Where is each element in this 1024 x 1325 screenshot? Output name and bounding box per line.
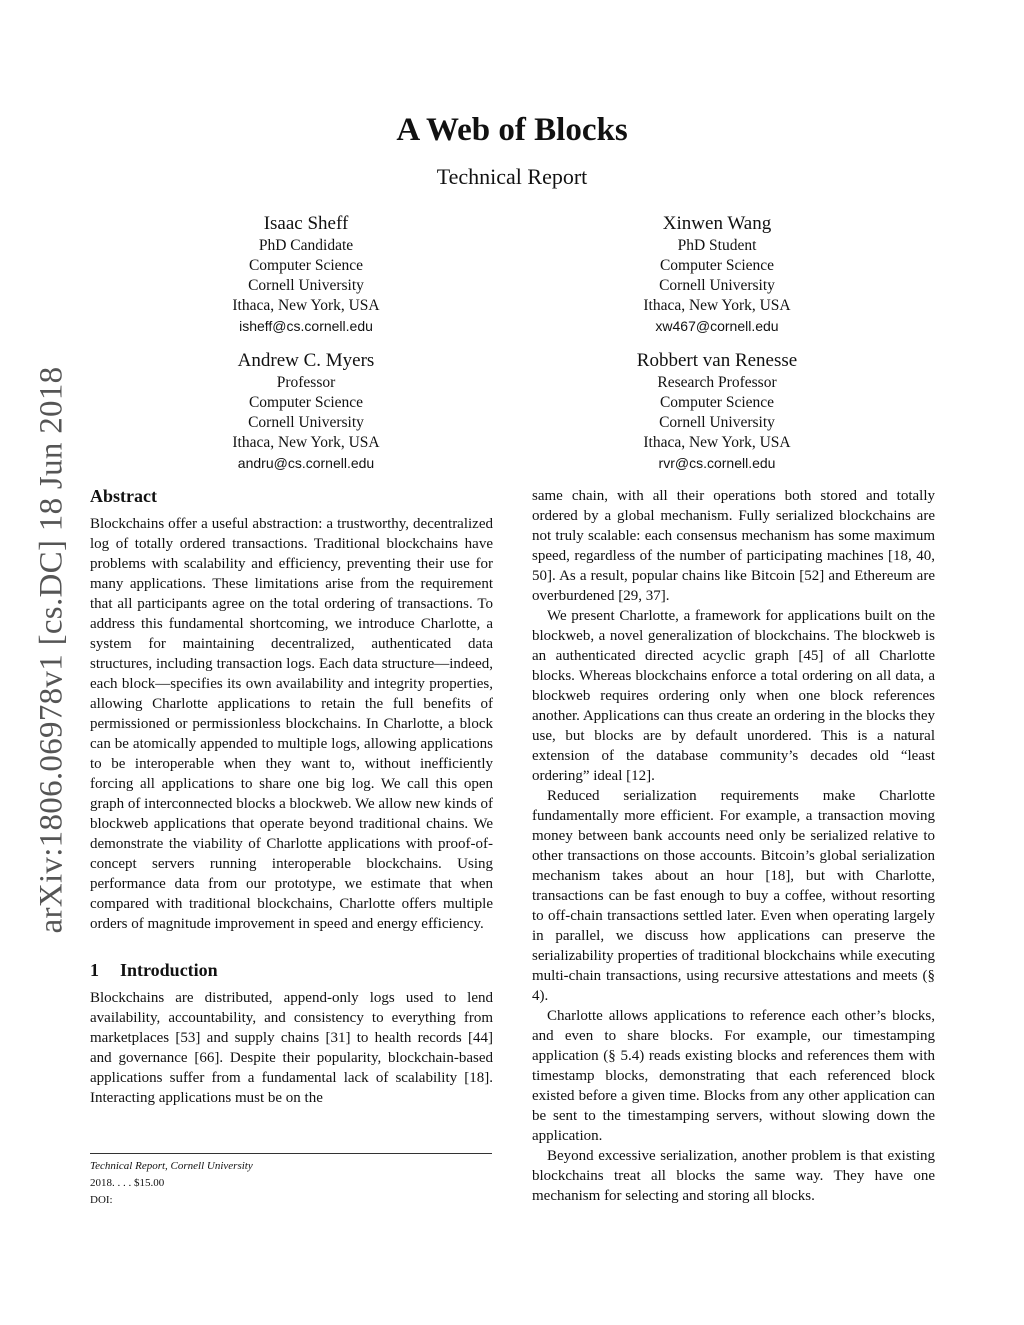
author-role: Research Professor bbox=[657, 374, 777, 391]
section-heading bbox=[90, 958, 493, 982]
author-role: PhD Candidate bbox=[258, 237, 354, 254]
author-email[interactable]: isheff@cs.cornell.edu bbox=[239, 318, 373, 334]
author-name: Andrew C. Myers bbox=[237, 350, 375, 371]
author-dept: Computer Science bbox=[248, 394, 364, 411]
author-email[interactable]: andru@cs.cornell.edu bbox=[237, 455, 375, 471]
author-dept: Computer Science bbox=[659, 257, 775, 274]
author-name: Isaac Sheff bbox=[263, 213, 349, 234]
author-block bbox=[567, 212, 867, 336]
abstract-text: Blockchains offer a useful abstraction: a trustworthy, decentralized log of totally ordered transactions. Traditional blockchains have problems with scalability and efficiency, preventing their use for many applications. These limitations arise from the requirement that all participants agree on the total ordering of transactions. To address this fundamental shortcoming, we introduce Charlotte, a system for maintaining decentralized, authenticated data structures, including transaction logs. Each data structure—indeed, each block—specifies its own availability and integrity properties, allowing Charlotte applications to retain the full benefits of permissioned or permissionless blockchains. In Charlotte, a block can be atomically appended to multiple logs, allowing applications to be interoperable when they want to, without inefficiently forcing all applications to share one big log. We call this open graph of interconnected blocks a blockweb. We allow new kinds of blockweb applications that operate beyond traditional chains. We demonstrate the viability of Charlotte applications with proof-of-concept servers running interoperable blockchains. Using performance data from our prototype, we estimate that when compared with traditional blockchains, Charlotte offers multiple orders of magnitude improvement in speed and energy efficiency. bbox=[90, 516, 493, 932]
author-email[interactable]: rvr@cs.cornell.edu bbox=[658, 455, 776, 471]
left-column bbox=[90, 484, 493, 1108]
author-name: Xinwen Wang bbox=[662, 213, 772, 234]
author-location: Ithaca, New York, USA bbox=[232, 297, 380, 314]
section-number: 1 bbox=[90, 960, 99, 980]
author-location: Ithaca, New York, USA bbox=[643, 297, 791, 314]
intro-paragraph: Blockchains are distributed, append-only logs used to lend availability, accountability, and consistency to everything from marketplaces [53] and supply chains [31] to health records [44] and governance [66]. Despite their popularity, blockchain-based applications suffer from a fundamental lack of scalability [18]. Interacting applications must be on the bbox=[90, 990, 493, 1106]
author-role: PhD Student bbox=[677, 237, 757, 254]
author-block bbox=[156, 212, 456, 336]
author-org: Cornell University bbox=[248, 277, 364, 294]
paper-title: A Web of Blocks bbox=[396, 112, 628, 148]
footnote-price: 2018. . . . $15.00 bbox=[90, 1177, 165, 1189]
section-title: Introduction bbox=[120, 960, 218, 980]
body-paragraph: Reduced serialization requirements make Charlotte fundamentally more efficient. For example, a transaction moving money between bank accounts need only be serialized relative to other transactions on those accounts. Bitcoin’s global serialization mechanism takes about an hour [18], but with Charlotte, transactions can be fast enough to buy a coffee, without resorting to off-chain transactions settled later. Even when operating largely in parallel, we discuss how applications can preserve the serializability properties of traditional blockchains while executing multi-chain transactions, using recursive attestations and meets (§ 4). bbox=[532, 788, 935, 1004]
author-dept: Computer Science bbox=[248, 257, 364, 274]
footnote bbox=[90, 1158, 492, 1209]
right-column bbox=[532, 486, 935, 1206]
author-org: Cornell University bbox=[248, 414, 364, 431]
footnote-doi: DOI: bbox=[90, 1194, 113, 1206]
author-email[interactable]: xw467@cornell.edu bbox=[655, 318, 779, 334]
author-block bbox=[567, 349, 867, 473]
body-paragraph: Beyond excessive serialization, another problem is that existing blockchains treat all blocks the same way. They have one mechanism for selecting and storing all blocks. bbox=[532, 1148, 935, 1204]
footnote-venue: Technical Report, Cornell University bbox=[90, 1160, 253, 1172]
paper-subtitle: Technical Report bbox=[436, 164, 588, 189]
author-role: Professor bbox=[276, 374, 336, 391]
author-org: Cornell University bbox=[659, 414, 775, 431]
author-location: Ithaca, New York, USA bbox=[643, 434, 791, 451]
body-paragraph: Charlotte allows applications to reference each other’s blocks, and even to share blocks. For example, our timestamping application (§ 5.4) reads existing blocks and references them with timestamp blocks, demonstrating that each referenced block existed before a given time. Blocks from any other application can be sent to the timestamping servers, without slowing down the application. bbox=[532, 1008, 935, 1144]
author-dept: Computer Science bbox=[659, 394, 775, 411]
author-block bbox=[156, 349, 456, 473]
arxiv-identifier: arXiv:1806.06978v1 [cs.DC] 18 Jun 2018 bbox=[33, 366, 70, 934]
abstract-heading: Abstract bbox=[90, 486, 157, 506]
footnote-divider bbox=[90, 1153, 492, 1154]
body-paragraph: same chain, with all their operations both stored and totally ordered by a global mechanism. Fully serialized blockchains are not truly scalable: each consensus mechanism has some maximum speed, regardless of the number of participating machines [18, 40, 50]. As a result, popular chains like Bitcoin [52] and Ethereum are overburdened [29, 37]. bbox=[532, 488, 935, 604]
author-name: Robbert van Renesse bbox=[636, 350, 798, 371]
body-paragraph: We present Charlotte, a framework for applications built on the blockweb, a novel generalization of blockchains. The blockweb is an authenticated directed acyclic graph [45] of all Charlotte blocks. Whereas blockchains enforce a total ordering on all data, a blockweb requires ordering only when one block references another. Applications can thus create an ordering in the blocks they use, but blocks are by default unordered. This is a natural extension of the database community’s decades old “least ordering” ideal [12]. bbox=[532, 608, 935, 784]
author-location: Ithaca, New York, USA bbox=[232, 434, 380, 451]
author-org: Cornell University bbox=[659, 277, 775, 294]
